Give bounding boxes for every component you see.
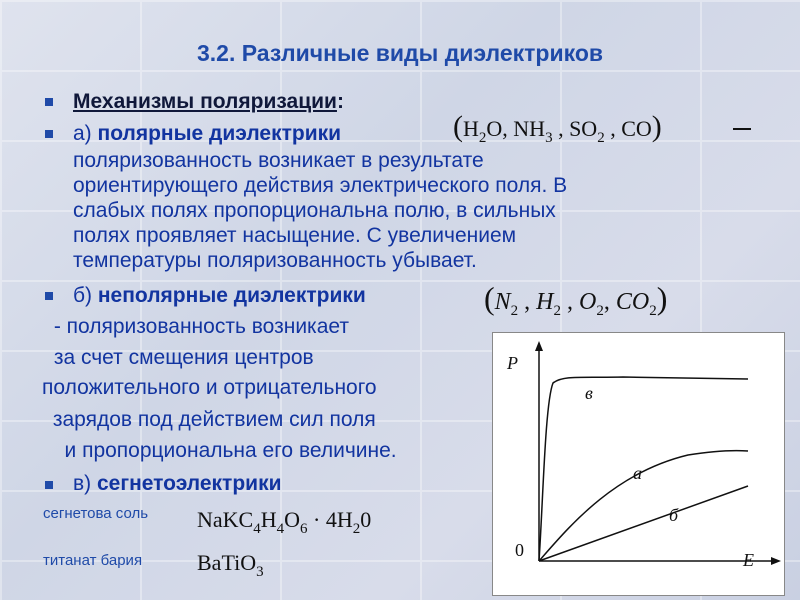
nonpolar-line-1: - поляризованность возникает <box>48 315 349 338</box>
slide-title: 3.2. Различные виды диэлектриков <box>196 40 604 66</box>
salt-formula: $NaKC_4H_4O_6 \cdot 4H_20$ <box>197 507 372 537</box>
nonpolar-line-4: зарядов под действием сил поля <box>47 408 376 431</box>
polar-name: полярные диэлектрики <box>97 122 342 145</box>
nonpolar-heading <box>73 284 366 308</box>
mechanisms-colon: : <box>336 90 344 113</box>
formula-dash <box>733 128 751 130</box>
bullet-ferro <box>45 481 53 489</box>
mechanisms-heading <box>73 90 344 114</box>
nonpolar-formula: ($N_2$ , $H_2$ , $O_2$, $CO_2$) <box>484 280 668 319</box>
x-axis-arrow <box>771 557 781 565</box>
nonpolar-line-3: положительного и отрицательного <box>42 376 377 399</box>
nonpolar-line-2: за счет смещения центров <box>48 346 314 369</box>
mechanisms-label: Механизмы поляризации <box>73 90 337 113</box>
bullet-polar <box>45 130 53 138</box>
polar-formula: ($H_2O$, $NH_3$ , $SO_2$ , CO) <box>453 110 662 146</box>
nonpolar-name: неполярные диэлектрики <box>97 284 366 307</box>
curve-label-b: б <box>669 505 679 525</box>
ferro-heading <box>73 472 282 496</box>
barium-formula: BaTiO$_3$ <box>197 550 264 580</box>
curve-label-v: в <box>585 383 593 403</box>
x-axis-label: E <box>743 550 754 570</box>
polar-line-3: слабых полях пропорциональна полю, в сильных <box>73 199 556 222</box>
y-axis-arrow <box>535 341 543 351</box>
polar-line-2: ориентирующего действия электрического поля. В <box>73 174 568 197</box>
curve-v <box>539 377 748 561</box>
polarization-graph <box>492 332 785 596</box>
y-axis-label: P <box>507 353 518 373</box>
bullet-nonpolar <box>45 292 53 300</box>
origin-label: 0 <box>515 540 524 560</box>
polar-heading <box>73 122 341 146</box>
polar-line-4: полях проявляет насыщение. С увеличением <box>73 224 517 247</box>
ferro-prefix: в) <box>73 472 97 495</box>
curve-b <box>539 486 748 561</box>
bullet-mechanisms <box>45 98 53 106</box>
ferro-name: сегнетоэлектрики <box>96 472 282 495</box>
nonpolar-prefix: б) <box>73 284 98 307</box>
polar-line-1: поляризованность возникает в результате <box>73 149 484 172</box>
curve-a <box>539 451 748 561</box>
polar-prefix: а) <box>73 122 98 145</box>
barium-label: титанат бария <box>43 552 143 569</box>
salt-label: сегнетова соль <box>43 505 149 522</box>
curve-label-a: а <box>633 463 642 483</box>
nonpolar-line-5: и пропорциональна его величине. <box>47 439 397 462</box>
polar-line-5: температуры поляризованность убывает. <box>73 249 477 272</box>
